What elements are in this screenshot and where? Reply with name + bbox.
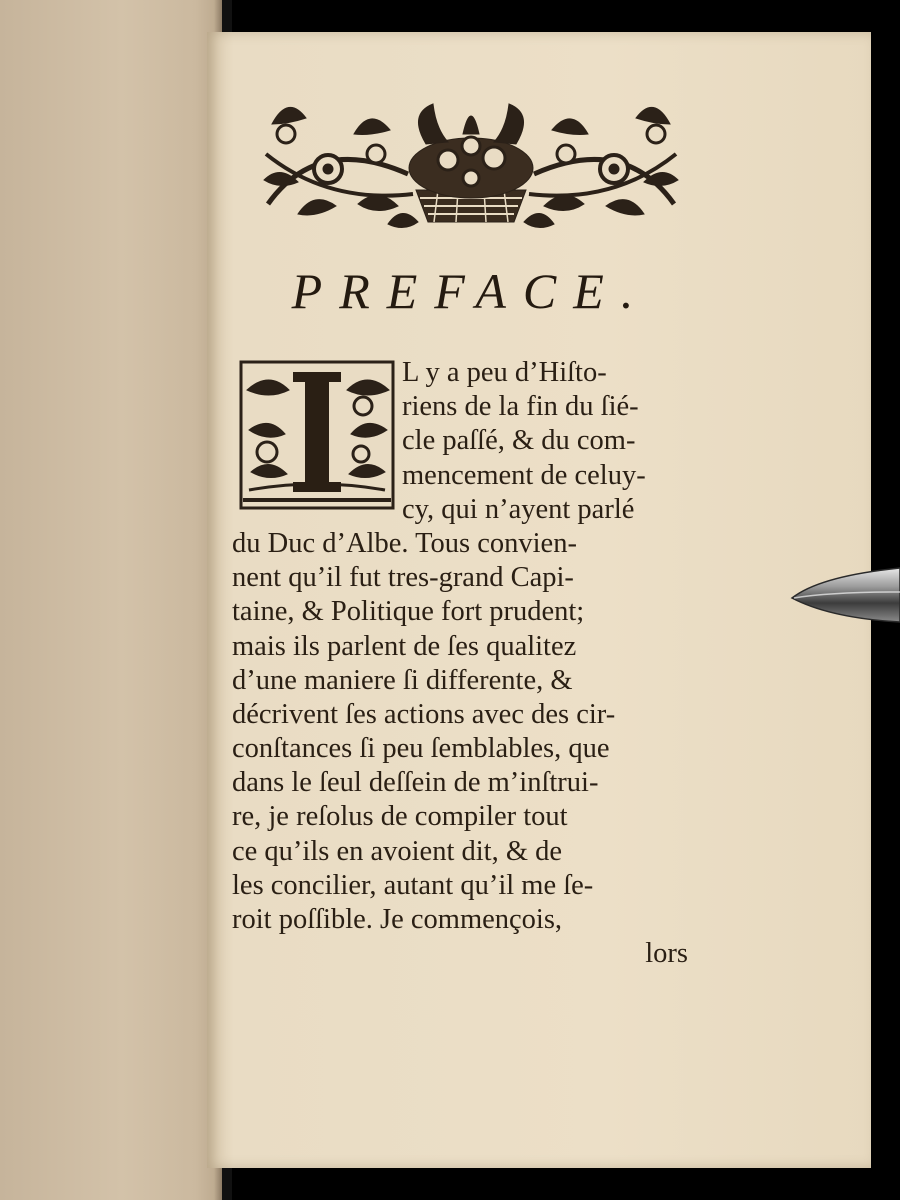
- floral-headpiece-icon: [258, 94, 684, 238]
- text-line: du Duc d’Albe. Tous convien-: [232, 527, 577, 559]
- left-page: [0, 0, 222, 1200]
- text-line: cle paſſé, & du com-: [402, 425, 636, 457]
- text-line: riens de la fin du ſié-: [402, 391, 639, 423]
- text-line: cy, qui n’ayent parlé: [402, 493, 635, 525]
- text-line: roit poſſible. Je commençois,: [232, 904, 563, 935]
- text-line: décrivent ſes actions avec des cir-: [232, 698, 616, 730]
- text-line: L y a peu d’Hiſto-: [402, 357, 607, 388]
- text-line: dans le ſeul deſſein de m’inſtrui-: [232, 767, 599, 799]
- text-line: taine, & Politique fort prudent;: [232, 596, 585, 628]
- metal-pointer-icon: [790, 562, 900, 628]
- drop-cap-letter: I: [316, 510, 318, 511]
- text-line: mencement de celuy-: [402, 459, 646, 491]
- text-line: d’une maniere ſi differente, &: [232, 664, 573, 696]
- text-line: mais ils parlent de ſes qualitez: [232, 630, 577, 662]
- text-line: les concilier, autant qu’il me ſe-: [232, 869, 594, 901]
- text-line: ce qu’ils en avoient dit, & de: [232, 835, 563, 867]
- text-line: conſtances ſi peu ſemblables, que: [232, 733, 610, 765]
- text-line: nent qu’il fut tres-grand Capi-: [232, 562, 574, 594]
- page-title: PREFACE.: [291, 263, 651, 319]
- catchword: lors: [645, 938, 688, 970]
- text-line: re, je reſolus de compiler tout: [232, 801, 568, 833]
- body-text: [232, 356, 692, 971]
